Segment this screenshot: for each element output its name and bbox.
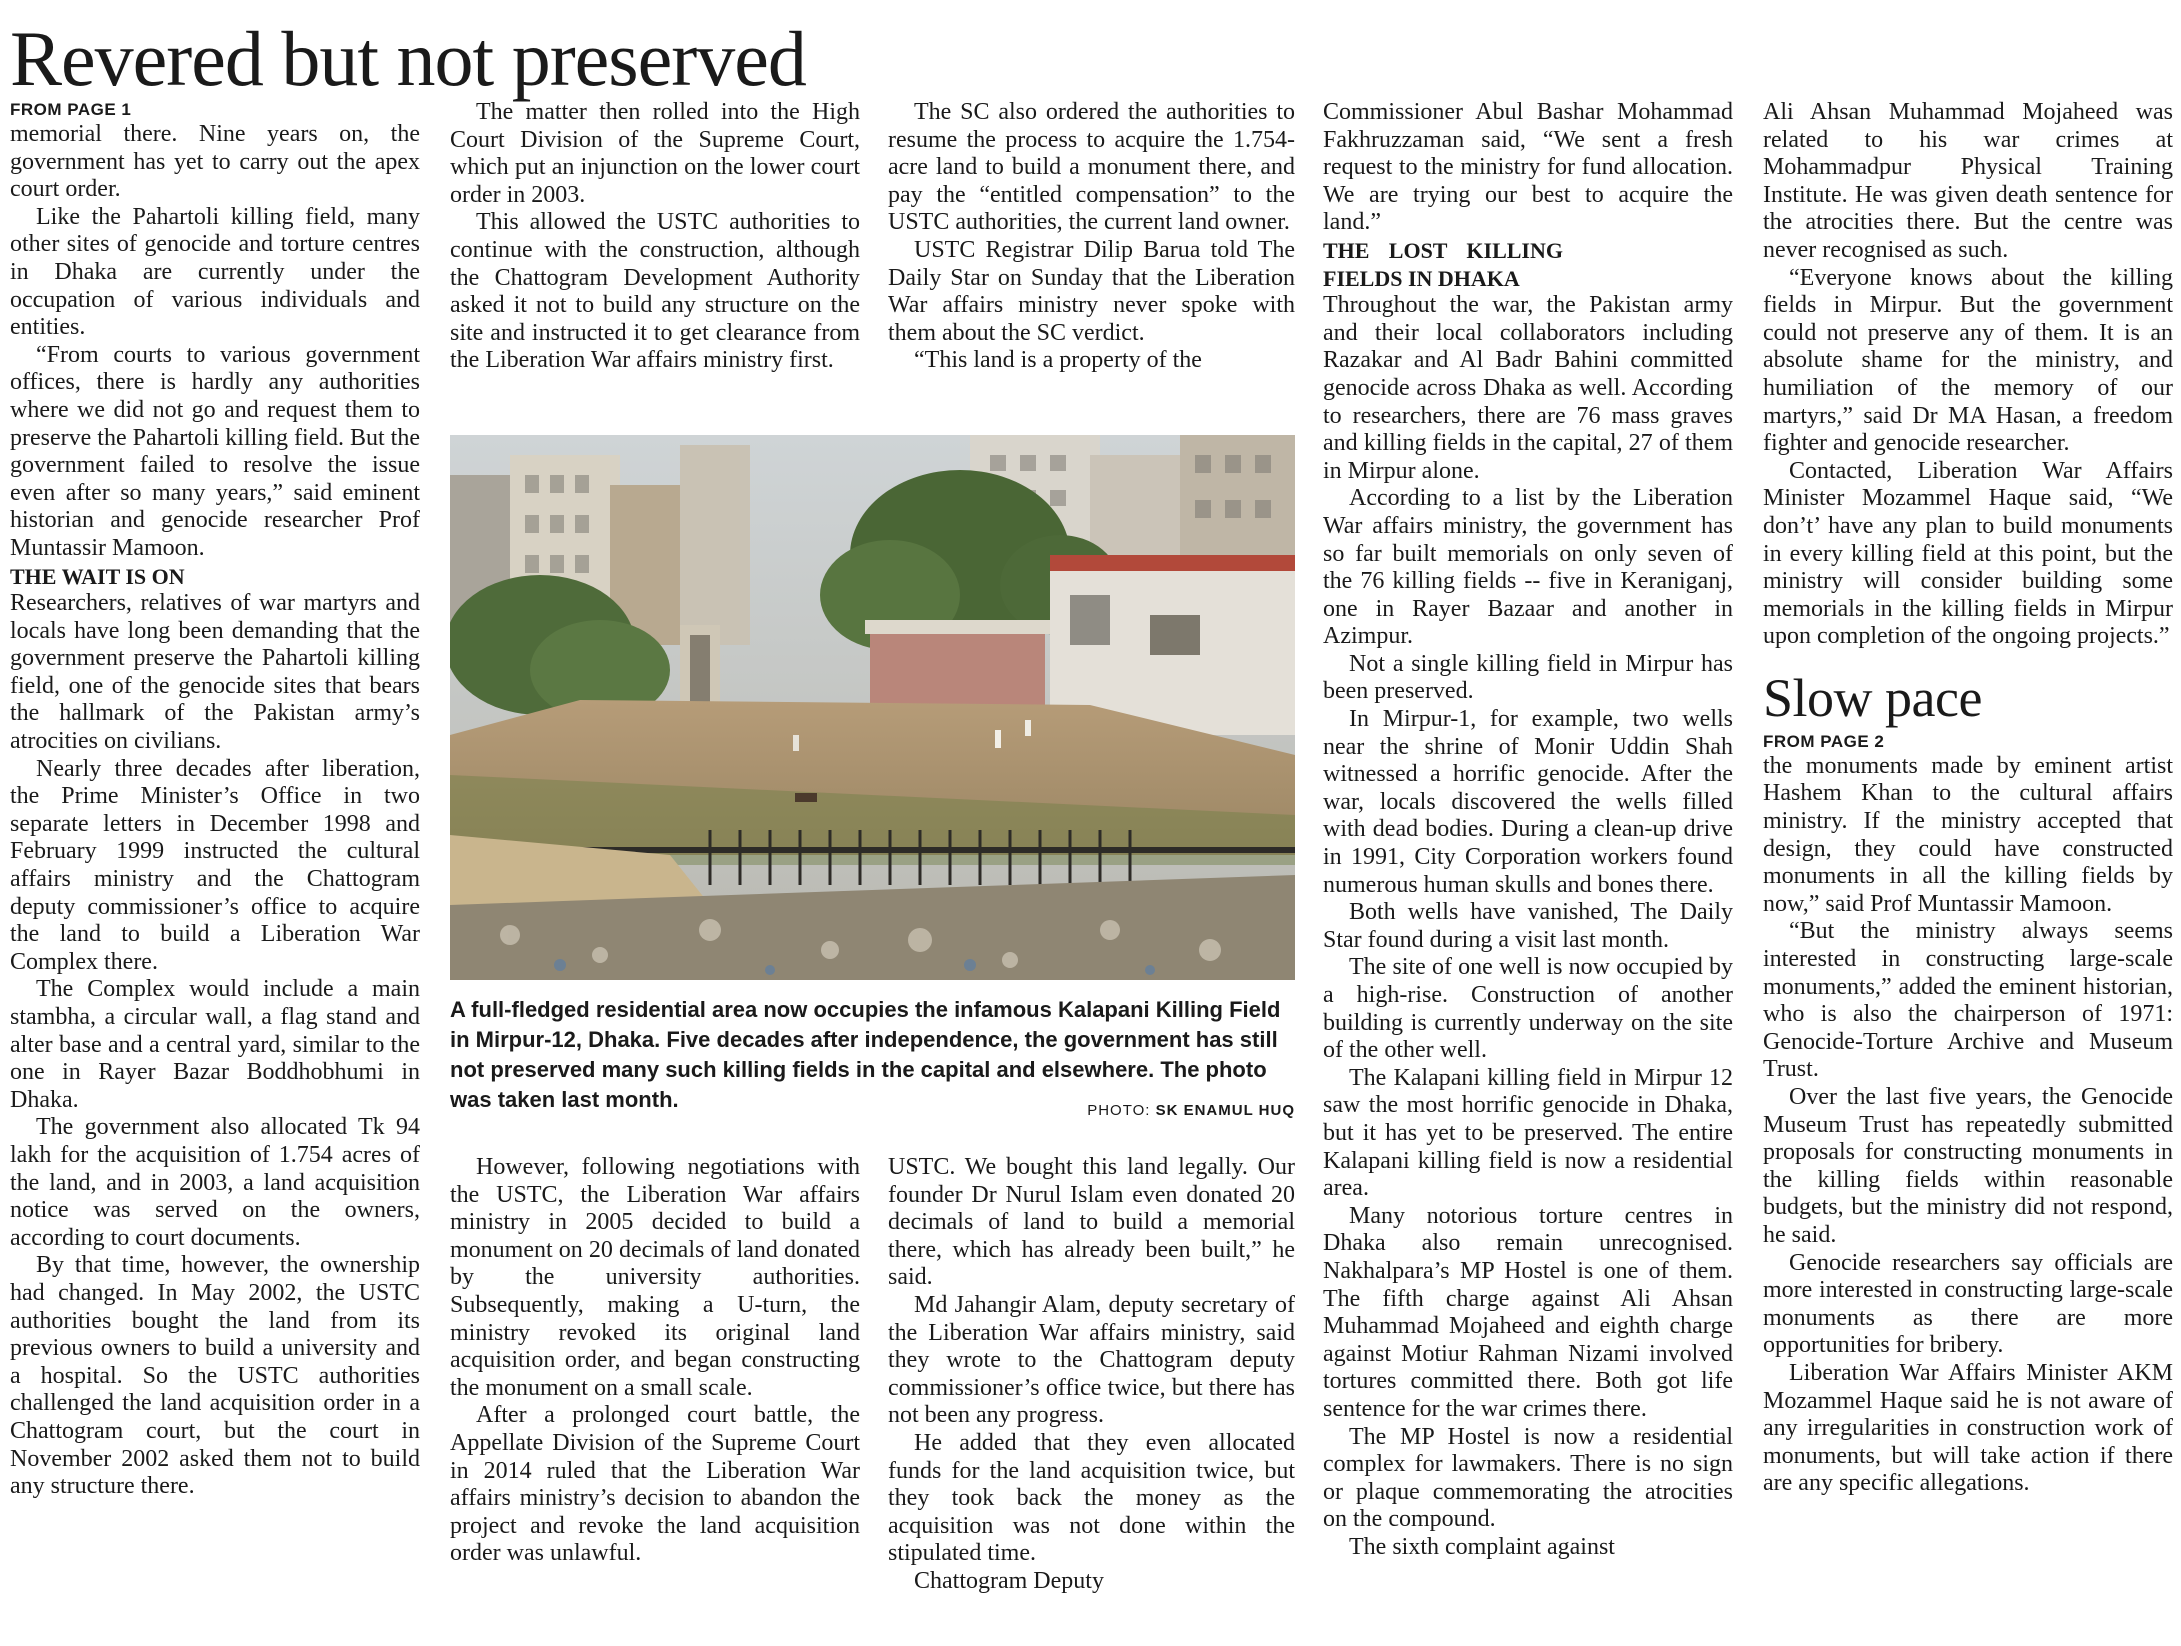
from-page-kicker: FROM PAGE 1 xyxy=(10,100,132,119)
paragraph: The sixth complaint against xyxy=(1349,1533,1615,1560)
paragraph: The MP Hostel is now a residential complex for lawmakers. There is no sign or plaque commemorating the atrocities on the compound. xyxy=(1323,1423,1733,1533)
column-3-top xyxy=(888,99,1295,419)
column-3-bottom xyxy=(888,1154,1295,1634)
paragraph: USTC Registrar Dilip Barua told The Daily Star on Sunday that the Liberation War affairs ministry never spoke with them about the SC verdict. xyxy=(888,236,1295,346)
paragraph: According to a list by the Liberation War affairs ministry, the government has so far built memorials on only seven of the 76 killing fields -- five in Keraniganj, one in Rayer Bazaar and another in Azimpur. xyxy=(1323,485,1733,650)
column-1 xyxy=(10,99,420,1639)
paragraph: Liberation War Affairs Minister AKM Mozammel Haque said he is not aware of any irregularities in construction work of monuments, but will take action if there are any specific allegations. xyxy=(1763,1359,2173,1497)
paragraph: Not a single killing field in Mirpur has been preserved. xyxy=(1323,650,1733,705)
paragraph: Contacted, Liberation War Affairs Minister Mozammel Haque said, “We don’t’ have any plan to build monuments in every killing field at this point, but the ministry will consider building some memorials in the killing fields in Mirpur upon completion of the ongoing projects.” xyxy=(1763,457,2173,650)
paragraph: “From courts to various government offices, there is hardly any authorities where we did not go and request them to preserve the Pahartoli killing field. But the government failed to resolve the issue even after so many years,” said eminent historian and genocide researcher Prof Muntassir Mamoon. xyxy=(10,341,420,561)
paragraph: the monuments made by eminent artist Hashem Khan to the cultural affairs ministry. If the ministry accepted that design, they could have constructed monuments in all the killing fields by now,” said Prof Muntassir Mamoon. xyxy=(1763,752,2173,917)
article-headline: Revered but not preserved xyxy=(10,15,806,102)
paragraph: Md Jahangir Alam, deputy secretary of the Liberation War affairs ministry, said they wrote to the Chattogram deputy commissioner’s office twice, but there has not been any progress. xyxy=(888,1291,1295,1429)
paragraph: The site of one well is now occupied by a high-rise. Construction of another building is currently underway on the site of the other well. xyxy=(1323,954,1733,1064)
paragraph: Ali Ahsan Muhammad Mojaheed was related to his war crimes at Mohammadpur Physical Training Institute. He was given death sentence for the atrocities there. But the centre was never recognised as such. xyxy=(1763,99,2173,263)
paragraph: Genocide researchers say officials are more interested in constructing large-scale monuments as there are more opportunities for bribery. xyxy=(1763,1249,2173,1359)
paragraph: Throughout the war, the Pakistan army and their local collaborators including Razakar and Al Badr Bahini committed genocide across Dhaka as well. According to researchers, there are 76 mass graves and killing fields in the capital, 27 of them in Mirpur alone. xyxy=(1323,292,1733,484)
column-2-bottom xyxy=(450,1154,860,1634)
photo-credit-label: PHOTO: xyxy=(1087,1102,1151,1119)
subhead-wait-is-on: THE WAIT IS ON xyxy=(10,563,185,589)
paragraph: The Kalapani killing field in Mirpur 12 saw the most horrific genocide in Dhaka, but it has yet to be preserved. The entire Kalapani killing field is now a residential area. xyxy=(1323,1064,1733,1202)
paragraph: USTC. We bought this land legally. Our founder Dr Nurul Islam even donated 20 decimals of land to build a memorial there, which has already been built,” he said. xyxy=(888,1154,1295,1291)
paragraph: However, following negotiations with the USTC, the Liberation War affairs ministry in 2005 decided to build a monument on 20 decimals of land donated by the university authorities. Subsequently, making a U-turn, the ministry revoked its original land acquisition order, and began constructing the monument on a small scale. xyxy=(450,1154,860,1401)
paragraph: memorial there. Nine years on, the government has yet to carry out the apex court order. xyxy=(10,121,420,203)
paragraph: Both wells have vanished, The Daily Star found during a visit last month. xyxy=(1323,899,1733,953)
paragraph: The Complex would include a main stambha, a circular wall, a flag stand and alter base and a central yard, similar to the one in Rayer Bazar Boddhobhumi in Dhaka. xyxy=(10,976,420,1113)
paragraph: Researchers, relatives of war martyrs and locals have long been demanding that the government preserve the Pahartoli killing field, one of the genocide sites that bears the hallmark of the Pakistan army’s atrocities on civilians. xyxy=(10,590,420,755)
paragraph: Commissioner Abul Bashar Mohammad Fakhruzzaman said, “We sent a fresh request to the ministry for fund allocation. We are trying our best to acquire the land.” xyxy=(1323,99,1733,236)
paragraph: After a prolonged court battle, the Appellate Division of the Supreme Court in 2014 ruled that the Liberation War affairs ministry’s decision to abandon the project and revoke the land acquisition order was unlawful. xyxy=(450,1402,860,1567)
paragraph: “This land is a property of the xyxy=(914,347,1202,374)
photo-credit xyxy=(1055,1101,1295,1121)
paragraph: Like the Pahartoli killing field, many other sites of genocide and torture centres in Dhaka are currently under the occupation of various individuals and entities. xyxy=(10,203,420,341)
photo-caption: A full-fledged residential area now occupies the infamous Kalapani Killing Field in Mirpur-12, Dhaka. Five decades after independence, the government has still not preserved many such killing fields in the capital and elsewhere. The photo was taken last month. xyxy=(450,997,1281,1112)
paragraph: He added that they even allocated funds for the land acquisition twice, but they took back the money as the acquisition was not done within the stipulated time. xyxy=(888,1429,1295,1567)
from-page-2-kicker: FROM PAGE 2 xyxy=(1763,731,1885,751)
column-4 xyxy=(1323,99,1733,1639)
column-2-top xyxy=(450,99,860,419)
paragraph: “But the ministry always seems interested in constructing large-scale monuments,” added the eminent historian, who is also the chairperson of 1971: Genocide-Torture Archive and Museum Trust. xyxy=(1763,918,2173,1083)
photo-credit-name: SK ENAMUL HUQ xyxy=(1155,1102,1295,1119)
paragraph: Chattogram Deputy xyxy=(914,1567,1104,1594)
paragraph: This allowed the USTC authorities to continue with the construction, although the Chattogram Development Authority asked it not to build any structure on the site and instructed it to get clearance from the Liberation War affairs ministry first. xyxy=(450,209,860,374)
paragraph: The matter then rolled into the High Court Division of the Supreme Court, which put an injunction on the lower court order in 2003. xyxy=(450,99,860,208)
subhead-lost-killing-fields: THE LOST KILLING FIELDS IN DHAKA xyxy=(1323,237,1563,291)
paragraph: In Mirpur-1, for example, two wells near the shrine of Monir Uddin Shah witnessed a horrific genocide. After the war, locals discovered the wells filled with dead bodies. During a clean-up drive in 1991, City Corporation workers found numerous human skulls and bones there. xyxy=(1323,706,1733,898)
photo-illustration xyxy=(450,435,1295,980)
photo-kalapani-killing-field xyxy=(450,435,1295,980)
paragraph: Over the last five years, the Genocide Museum Trust has repeatedly submitted proposals for constructing monuments in the killing fields within reasonable budgets, but the ministry did not respond, he said. xyxy=(1763,1084,2173,1248)
paragraph: By that time, however, the ownership had changed. In May 2002, the USTC authorities bought the land from its previous owners to build a university and a hospital. So the USTC authorities challenged the land acquisition order in a Chattogram court, but the court in November 2002 asked them not to build any structure there. xyxy=(10,1252,420,1500)
paragraph: “Everyone knows about the killing fields in Mirpur. But the government could not preserve any of them. It is an absolute shame for the ministry, and humiliation of the memory of our martyrs,” said Dr MA Hasan, a freedom fighter and genocide researcher. xyxy=(1763,264,2173,457)
slow-pace-headline: Slow pace xyxy=(1763,667,1982,728)
paragraph: Many notorious torture centres in Dhaka also remain unrecognised. Nakhalpara’s MP Hostel is one of them. The fifth charge against Ali Ahsan Muhammad Mojaheed and eighth charge against Motiur Rahman Nizami involved tortures committed there. Both got life sentence for the war crimes there. xyxy=(1323,1202,1733,1422)
column-5 xyxy=(1763,99,2173,1639)
paragraph: The government also allocated Tk 94 lakh for the acquisition of 1.754 acres of the land, and in 2003, a land acquisition notice was served on the owners, according to court documents. xyxy=(10,1114,420,1251)
paragraph: The SC also ordered the authorities to resume the process to acquire the 1.754-acre land to build a monument there, and pay the “entitled compensation” to the USTC authorities, the current land owner. xyxy=(888,99,1295,236)
paragraph: Nearly three decades after liberation, the Prime Minister’s Office in two separate letters in December 1998 and February 1999 instructed the cultural affairs ministry and the Chattogram deputy commissioner’s office to acquire the land to build a Liberation War Complex there. xyxy=(10,755,420,975)
